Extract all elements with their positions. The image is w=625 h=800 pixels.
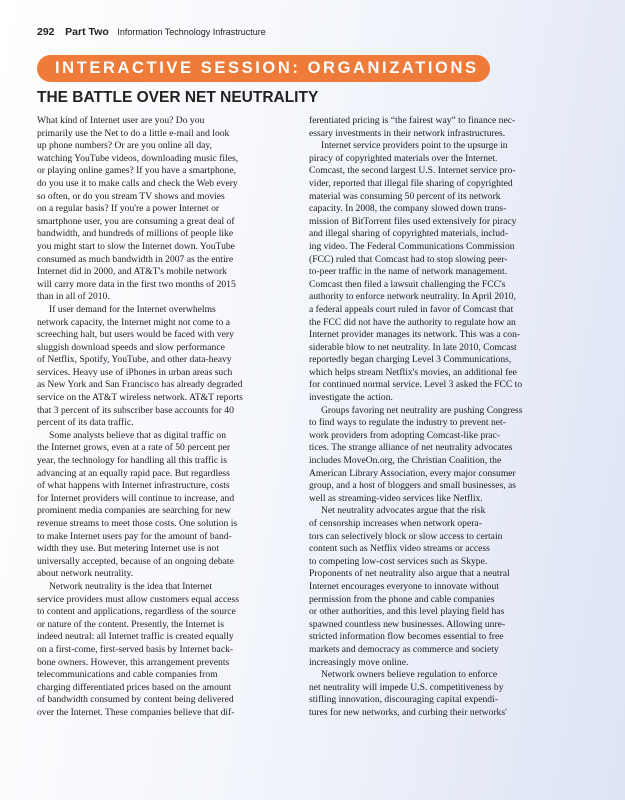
text-line: well as streaming-video services like Netflix. [309,492,483,504]
text-line: Comcast, the second largest U.S. Internet service pro- [309,165,516,177]
text-line: telecommunications and cable companies from [37,669,218,681]
text-line: investigate the action. [309,392,393,404]
text-line: or playing online games? If you have a smartphone, [37,165,237,177]
text-line: to competing low-cost services such as Skype. [309,555,488,567]
text-line: capacity. In 2008, the company slowed down trans- [309,203,507,215]
text-line: you might start to slow the Internet down. YouTube [37,240,235,252]
page-header [37,26,266,38]
text-line: sluggish download speeds and slow performance [37,341,225,353]
text-line: tors can selectively block or slow access to certain [309,530,503,542]
text-line: markets and democracy as commerce and society [309,643,499,655]
text-line: vider, reported that illegal file sharing of copyrighted [309,177,513,189]
text-line: ferentiated pricing is “the fairest way” to finance nec- [309,115,516,126]
page-number: 292 [37,26,55,38]
text-line: Proponents of net neutrality also argue that a neutral [309,568,510,580]
text-line: indeed neutral: all Internet traffic is created equally [37,631,234,643]
text-line: piracy of copyrighted materials over the Internet. [309,152,498,164]
text-line: bandwidth, and hundreds of millions of people like [37,228,234,240]
text-line: Internet did in 2000, and AT&T's mobile network [37,266,227,278]
text-line: (FCC) ruled that Comcast had to stop slowing peer- [309,253,508,265]
text-line: of bandwidth consumed by content being delivered [37,694,234,706]
text-line: of what happens with Internet infrastructure, costs [37,480,230,492]
text-line: siderable blow to net neutrality. In late 2010, Comcast [309,341,517,353]
text-line: or other authorities, and this level playing field has [309,606,505,618]
text-line: Network neutrality is the idea that Internet [49,580,213,592]
text-line: so often, or do you stream TV shows and movies [37,190,225,202]
text-line: as New York and San Francisco has already degraded [37,379,243,391]
text-line: year, the technology for handling all this traffic is [37,455,227,467]
text-line: percent of its data traffic. [37,417,134,429]
text-line: will carry more data in the first two months of 2015 [37,278,236,290]
text-line: ing video. The Federal Communications Commission [309,240,515,252]
text-line: and illegal sharing of copyrighted materials, includ- [309,228,509,240]
text-line: tices. The strange alliance of net neutrality advocates [309,442,513,454]
text-line: the FCC did not have the authority to regulate how an [309,316,516,328]
text-line: advancing at an equally rapid pace. But regardless [37,467,230,479]
text-line: permission from the phone and cable companies [309,593,495,605]
text-line: screeching halt, but users would be faced with very [37,329,234,341]
part-title: Information Technology Infrastructure [117,27,266,37]
text-line: primarily use the Net to do a little e-mail and look [37,127,230,139]
article-title: THE BATTLE OVER NET NEUTRALITY [37,89,319,106]
text-line: net neutrality will impede U.S. competitiveness by [309,681,504,693]
text-line: that 3 percent of its subscriber base accounts for 40 [37,404,234,416]
session-banner: INTERACTIVE SESSION: ORGANIZATIONS [37,55,490,82]
text-line: Internet service providers point to the upsurge in [321,140,508,152]
text-line: material was consuming 50 percent of its network [309,190,501,202]
text-line: to make Internet users pay for the amount of band- [37,530,232,542]
text-line: consumed as much bandwidth in 2007 as the entire [37,253,234,265]
text-line: bone owners. However, this arrangement prevents [37,656,230,668]
right-column [309,115,555,720]
text-line: mission of BitTorrent files used extensively for piracy [309,215,517,227]
text-line: Network owners believe regulation to enforce [321,669,498,681]
text-line: universally accepted, because of an ongoing debate [37,555,234,567]
text-line: group, and a host of bloggers and small businesses, as [309,480,517,492]
left-column [37,115,285,720]
text-line: Internet provider manages its network. This was a con- [309,329,521,341]
text-line: includes MoveOn.org, the Christian Coalition, the [309,455,502,467]
text-line: or nature of the content. Presently, the Internet is [37,618,224,630]
text-line: over the Internet. These companies believe that dif- [37,706,235,718]
text-line: about network neutrality. [37,568,134,580]
text-line: for Internet providers will continue to increase, and [37,492,235,504]
text-line: of Netflix, Spotify, YouTube, and other data-heavy [37,354,232,366]
text-line: stricted information flow becomes essential to free [309,631,504,643]
text-line: which helps stream Netflix's movies, an additional fee [309,366,517,378]
text-line: do you use it to make calls and check the Web every [37,177,238,189]
text-line: service providers must allow customers equal access [37,593,239,605]
text-line: work providers from adopting Comcast-like prac- [309,429,501,441]
text-line: services. Heavy use of iPhones in urban areas such [37,366,233,378]
part-label: Part Two [65,26,109,38]
text-line: network capacity, the Internet might not come to a [37,316,231,328]
text-line: What kind of Internet user are you? Do you [37,115,205,126]
text-line: smartphone user, you are consuming a great deal of [37,215,235,227]
text-line: authority to enforce network neutrality. In April 2010, [309,291,516,303]
text-line: reportedly began charging Level 3 Communications, [309,354,512,366]
text-line: to content and applications, regardless of the source [37,606,236,618]
text-line: stifling innovation, discouraging capital expendi- [309,694,498,706]
text-line: If user demand for the Internet overwhelms [49,303,216,315]
text-line: spawned countless new businesses. Allowing unre- [309,618,506,630]
text-line: to-peer traffic in the name of network management. [309,266,508,278]
text-line: revenue streams to meet those costs. One solution is [37,518,238,529]
text-line: width they use. But metering Internet use is not [37,543,219,555]
text-line: American Library Association, every major consumer [309,467,516,479]
text-line: to find ways to regulate the industry to prevent net- [309,417,506,429]
text-line: on a first-come, first-served basis by Internet back- [37,643,234,655]
text-line: charging differentiated prices based on the amount [37,681,232,693]
text-line: essary investments in their network infrastructures. [309,127,506,139]
text-line: service on the AT&T wireless network. AT&T reports [37,392,243,404]
text-line: content such as Netflix video streams or access [309,543,490,555]
text-line: Net neutrality advocates argue that the risk [321,505,486,517]
text-line: prominent media companies are searching for new [37,505,231,517]
text-line: Comcast then filed a lawsuit challenging the FCC's [309,278,506,290]
text-line: tures for new networks, and curbing their networks' [309,706,507,718]
text-line: the Internet grows, even at a rate of 50 percent per [37,442,231,454]
text-line: Some analysts believe that as digital traffic on [49,429,226,441]
text-line: of censorship increases when network opera- [309,518,482,529]
text-line: Internet encourages everyone to innovate without [309,580,499,592]
text-line: than in all of 2010. [37,291,110,303]
text-line: Groups favoring net neutrality are pushing Congress [321,404,523,416]
text-line: on a regular basis? If you're a power Internet or [37,203,220,215]
text-line: a federal appeals court ruled in favor of Comcast that [309,303,514,315]
text-line: for continued normal service. Level 3 asked the FCC to [309,379,523,391]
text-line: up phone numbers? Or are you online all day, [37,140,212,152]
text-line: increasingly move online. [309,656,409,668]
text-line: watching YouTube videos, downloading music files, [37,152,239,164]
